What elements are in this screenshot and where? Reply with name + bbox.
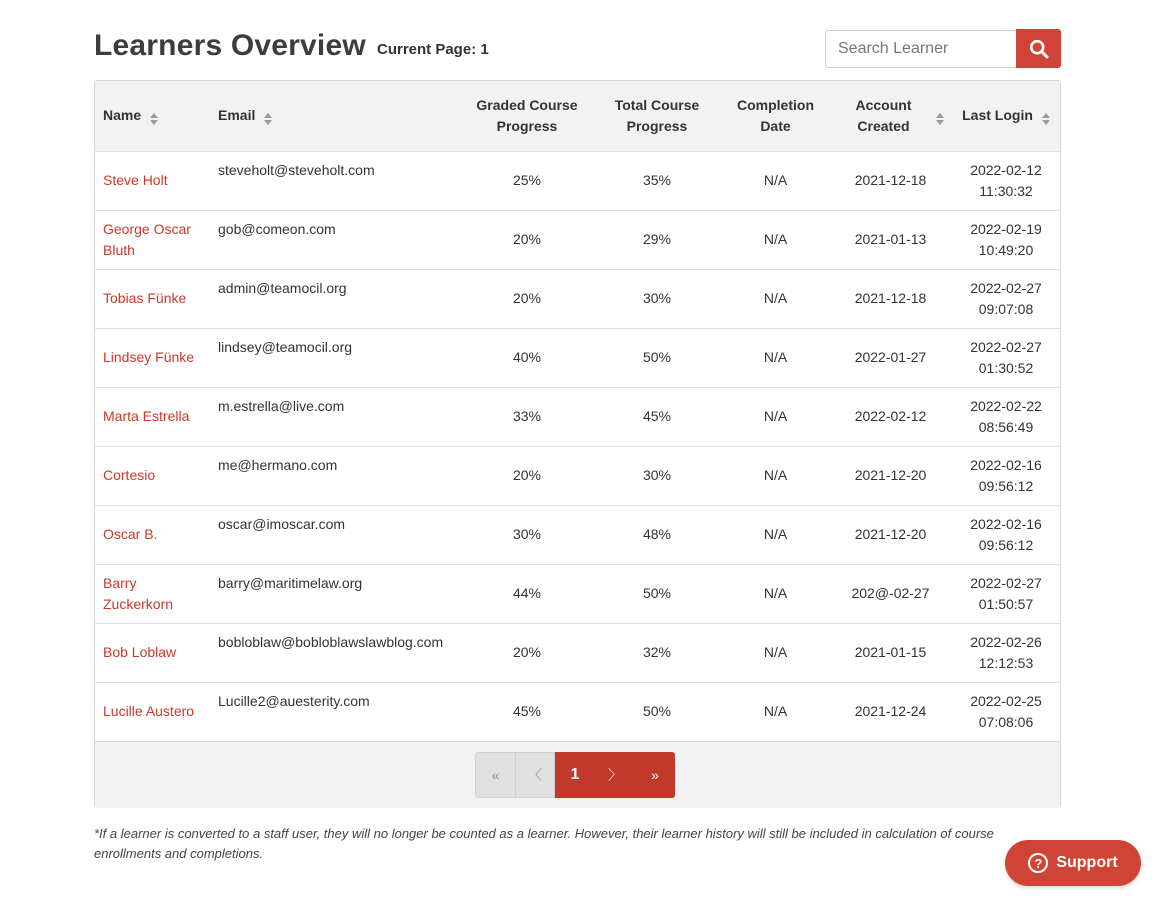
learner-name-link[interactable]: Cortesio [103, 467, 156, 483]
column-header-completion-date: Completion Date [737, 96, 814, 134]
sort-icon [936, 110, 944, 122]
total-progress: 50% [592, 328, 722, 387]
last-login: 2022-02-12 11:30:32 [952, 151, 1060, 210]
completion-date: N/A [722, 505, 829, 564]
learner-name-cell [95, 328, 210, 387]
search-input[interactable] [825, 30, 1017, 68]
first-page-button[interactable]: « [475, 752, 515, 798]
column-header-email[interactable]: Email [210, 81, 462, 151]
account-created: 2022-02-12 [829, 387, 952, 446]
learner-name-link[interactable]: Lindsey Fünke [103, 349, 195, 365]
last-login: 2022-02-25 07:08:06 [952, 682, 1060, 741]
last-login: 2022-02-19 10:49:20 [952, 210, 1060, 269]
account-created: 2021-01-15 [829, 623, 952, 682]
pagination-bar [95, 741, 1060, 808]
total-progress: 35% [592, 151, 722, 210]
table-row [95, 387, 1060, 446]
current-page-indicator: Current Page: 1 [377, 41, 489, 58]
search-button[interactable] [1016, 29, 1061, 68]
learner-name-cell [95, 269, 210, 328]
page-1-button[interactable]: 1 [555, 752, 595, 798]
table-row [95, 564, 1060, 623]
account-created: 2021-12-20 [829, 446, 952, 505]
support-button[interactable] [1005, 840, 1141, 886]
next-page-button[interactable]: 〉 [595, 752, 635, 798]
sort-icon [1042, 110, 1050, 122]
account-created: 2021-12-18 [829, 151, 952, 210]
sort-icon [150, 110, 158, 122]
completion-date: N/A [722, 269, 829, 328]
total-progress: 32% [592, 623, 722, 682]
completion-date: N/A [722, 328, 829, 387]
column-header-account-created[interactable]: Account Created [829, 81, 952, 151]
graded-progress: 33% [462, 387, 592, 446]
completion-date: N/A [722, 210, 829, 269]
learner-name-cell [95, 623, 210, 682]
last-login: 2022-02-26 12:12:53 [952, 623, 1060, 682]
learner-name-cell [95, 210, 210, 269]
completion-date: N/A [722, 446, 829, 505]
learner-email: steveholt@steveholt.com [210, 151, 462, 210]
column-header-name[interactable]: Name [95, 81, 210, 151]
account-created: 202@-02-27 [829, 564, 952, 623]
learner-email: bobloblaw@bobloblawslawblog.com [210, 623, 462, 682]
learner-name-cell [95, 387, 210, 446]
search-icon [1029, 39, 1049, 59]
pagination [475, 752, 675, 798]
graded-progress: 44% [462, 564, 592, 623]
page-title: Learners Overview [94, 29, 366, 62]
learner-email: me@hermano.com [210, 446, 462, 505]
total-progress: 29% [592, 210, 722, 269]
help-circle-icon: ? [1028, 853, 1048, 873]
table-row [95, 623, 1060, 682]
learner-footnote: *If a learner is converted to a staff user, they will no longer be counted as a learner. However, their learner history will still be included in calculation of course enrollments and completions. [94, 826, 994, 861]
table-row [95, 505, 1060, 564]
account-created: 2021-12-20 [829, 505, 952, 564]
learner-name-cell [95, 446, 210, 505]
last-login: 2022-02-27 01:30:52 [952, 328, 1060, 387]
graded-progress: 25% [462, 151, 592, 210]
table-row [95, 210, 1060, 269]
graded-progress: 30% [462, 505, 592, 564]
graded-progress: 20% [462, 446, 592, 505]
column-header-total-progress: Total Course Progress [614, 96, 700, 134]
learner-email: m.estrella@live.com [210, 387, 462, 446]
learner-email: barry@maritimelaw.org [210, 564, 462, 623]
table-row [95, 269, 1060, 328]
graded-progress: 20% [462, 623, 592, 682]
graded-progress: 40% [462, 328, 592, 387]
learner-name-link[interactable]: Oscar B. [103, 526, 158, 542]
learner-name-link[interactable]: Lucille Austero [103, 703, 195, 720]
table-row [95, 328, 1060, 387]
learner-name-link[interactable]: Marta Estrella [103, 408, 190, 424]
learner-name-link[interactable]: Tobias Fünke [103, 290, 187, 306]
learners-table [95, 81, 1060, 741]
graded-progress: 45% [462, 682, 592, 741]
account-created: 2021-12-24 [829, 682, 952, 741]
learner-name-link[interactable]: Bob Loblaw [103, 644, 177, 660]
learner-email: Lucille2@auesterity.com [210, 682, 462, 741]
total-progress: 48% [592, 505, 722, 564]
learner-email: gob@comeon.com [210, 210, 462, 269]
completion-date: N/A [722, 151, 829, 210]
total-progress: 30% [592, 446, 722, 505]
sort-icon [264, 110, 272, 122]
total-progress: 50% [592, 564, 722, 623]
learner-name-link[interactable]: Steve Holt [103, 172, 168, 188]
support-label: Support [1056, 854, 1118, 871]
learner-email: oscar@imoscar.com [210, 505, 462, 564]
account-created: 2022-01-27 [829, 328, 952, 387]
learner-name-cell [95, 505, 210, 564]
table-row [95, 151, 1060, 210]
learner-name-cell [95, 682, 210, 741]
last-login: 2022-02-27 09:07:08 [952, 269, 1060, 328]
column-header-graded-progress: Graded Course Progress [476, 96, 578, 134]
completion-date: N/A [722, 387, 829, 446]
learner-name-link[interactable]: Barry Zuckerkorn [103, 574, 174, 612]
column-header-last-login[interactable]: Last Login [952, 81, 1060, 151]
completion-date: N/A [722, 564, 829, 623]
total-progress: 45% [592, 387, 722, 446]
learner-name-cell [95, 151, 210, 210]
last-login: 2022-02-22 08:56:49 [952, 387, 1060, 446]
table-row [95, 682, 1060, 741]
table-row [95, 446, 1060, 505]
table-header-row [95, 81, 1060, 151]
learners-table-container [94, 80, 1061, 808]
prev-page-button[interactable]: 〈 [515, 752, 555, 798]
learner-email: lindsey@teamocil.org [210, 328, 462, 387]
learner-name-link[interactable]: George Oscar Bluth [103, 220, 191, 258]
learner-name-cell [95, 564, 210, 623]
completion-date: N/A [722, 623, 829, 682]
last-login: 2022-02-16 09:56:12 [952, 446, 1060, 505]
total-progress: 30% [592, 269, 722, 328]
last-page-button[interactable]: » [635, 752, 675, 798]
last-login: 2022-02-27 01:50:57 [952, 564, 1060, 623]
account-created: 2021-01-13 [829, 210, 952, 269]
completion-date: N/A [722, 682, 829, 741]
account-created: 2021-12-18 [829, 269, 952, 328]
total-progress: 50% [592, 682, 722, 741]
graded-progress: 20% [462, 210, 592, 269]
graded-progress: 20% [462, 269, 592, 328]
last-login: 2022-02-16 09:56:12 [952, 505, 1060, 564]
learner-email: admin@teamocil.org [210, 269, 462, 328]
